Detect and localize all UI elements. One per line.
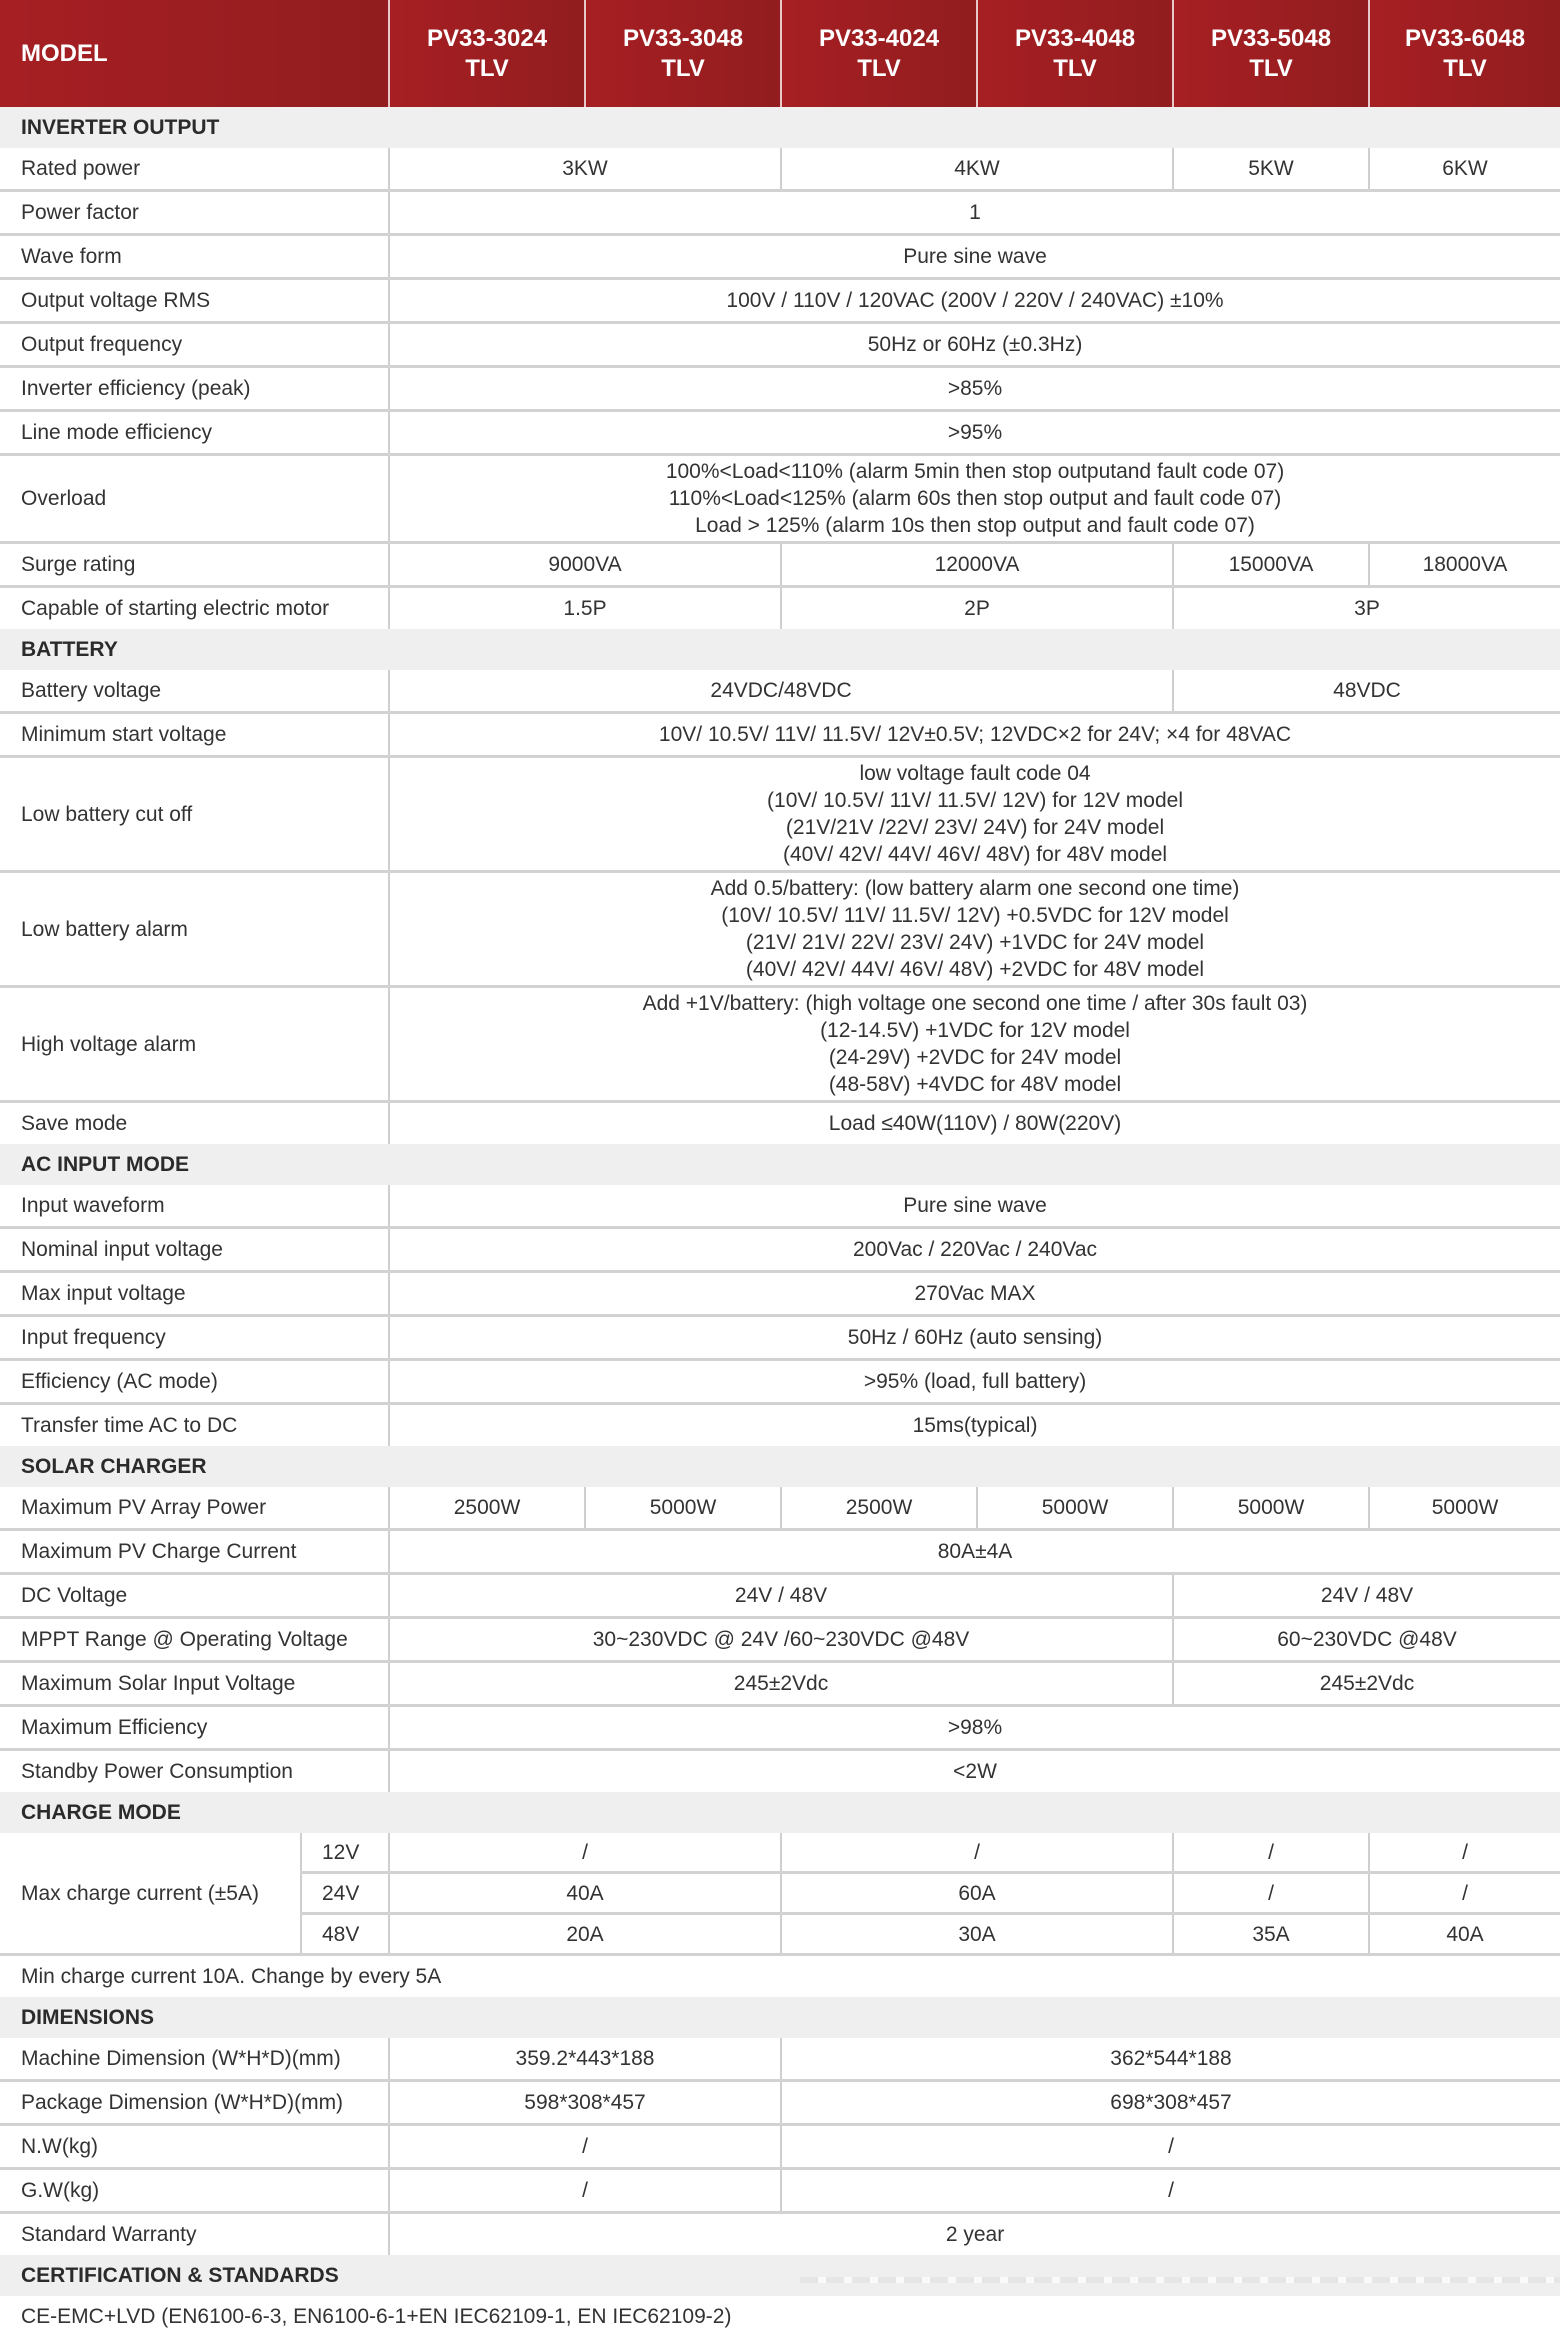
section-title: SOLAR CHARGER	[0, 1446, 1560, 1487]
section-title: DIMENSIONS	[0, 1997, 1560, 2038]
text-line: Add +1V/battery: (high voltage one second one time / after 30s fault 03)	[642, 992, 1308, 1015]
cell-value: 40A	[389, 1873, 781, 1914]
voltage-sublabel: 48V	[301, 1914, 389, 1955]
voltage-sublabel: 24V	[301, 1873, 389, 1914]
cell-value: /	[389, 1833, 781, 1873]
cell-value: >98%	[389, 1706, 1560, 1750]
cell-value-multiline	[389, 872, 1560, 987]
cell-value: 30~230VDC @ 24V /60~230VDC @48V	[389, 1618, 1173, 1662]
cell-value: Pure sine wave	[389, 1185, 1560, 1228]
cell-value: /	[1369, 1873, 1560, 1914]
spec-row-max-efficiency	[0, 1706, 1560, 1750]
section-battery	[0, 629, 1560, 670]
section-title: CERTIFICATION & STANDARDS	[0, 2255, 1560, 2296]
charge-note: Min charge current 10A. Change by every 5A	[0, 1955, 1560, 1998]
row-label: Surge rating	[0, 543, 389, 587]
spec-row-max-pv-current	[0, 1530, 1560, 1574]
model-name: PV33-4048	[1014, 24, 1136, 52]
cell-value: >85%	[389, 367, 1560, 411]
cell-value: 4KW	[781, 148, 1173, 191]
spec-row-surge-rating	[0, 543, 1560, 587]
cell-value: 10V/ 10.5V/ 11V/ 11.5V/ 12V±0.5V; 12VDC×2 for 24V; ×4 for 48VAC	[389, 713, 1560, 757]
certification-text: CE-EMC+LVD (EN6100-6-3, EN6100-6-1+EN IEC62109-1, EN IEC62109-2)	[0, 2296, 1560, 2336]
voltage-sublabel: 12V	[301, 1833, 389, 1873]
spec-row-gross-weight	[0, 2169, 1560, 2213]
cell-value: /	[1173, 1833, 1369, 1873]
cropped-footer-note	[800, 2277, 1560, 2283]
spec-row-transfer-time	[0, 1404, 1560, 1447]
cell-value: 20A	[389, 1914, 781, 1955]
row-label: Input frequency	[0, 1316, 389, 1360]
model-suffix: TLV	[1053, 54, 1097, 82]
row-label: Max input voltage	[0, 1272, 389, 1316]
cell-value: 245±2Vdc	[1173, 1662, 1560, 1706]
cell-value: 1	[389, 191, 1560, 235]
cell-value: 5000W	[977, 1487, 1173, 1530]
text-line: Load > 125% (alarm 10s then stop output and fault code 07)	[695, 514, 1255, 537]
cell-value: /	[781, 2125, 1560, 2169]
cell-value: 80A±4A	[389, 1530, 1560, 1574]
text-line: (40V/ 42V/ 44V/ 46V/ 48V) for 48V model	[782, 843, 1168, 866]
cell-value: 35A	[1173, 1914, 1369, 1955]
text-line: (48-58V) +4VDC for 48V model	[828, 1073, 1122, 1096]
section-title: AC INPUT MODE	[0, 1144, 1560, 1185]
row-label: Transfer time AC to DC	[0, 1404, 389, 1447]
cell-value: Load ≤40W(110V) / 80W(220V)	[389, 1102, 1560, 1145]
row-label: Maximum Efficiency	[0, 1706, 389, 1750]
cell-value: 362*544*188	[781, 2038, 1560, 2081]
spec-row-charge-12v	[0, 1833, 1560, 1873]
row-label: Rated power	[0, 148, 389, 191]
cell-value: 60A	[781, 1873, 1173, 1914]
cell-value-multiline	[389, 757, 1560, 872]
row-label: G.W(kg)	[0, 2169, 389, 2213]
text-line: (40V/ 42V/ 44V/ 46V/ 48V) +2VDC for 48V model	[745, 958, 1205, 981]
row-label: Battery voltage	[0, 670, 389, 713]
header-row	[0, 0, 1560, 107]
cell-value: 50Hz or 60Hz (±0.3Hz)	[389, 323, 1560, 367]
cell-value: 100V / 110V / 120VAC (200V / 220V / 240VAC) ±10%	[389, 279, 1560, 323]
cell-value: 24VDC/48VDC	[389, 670, 1173, 713]
model-col-2	[585, 0, 781, 107]
section-title: BATTERY	[0, 629, 1560, 670]
cell-value: 48VDC	[1173, 670, 1560, 713]
cell-value: 5000W	[1369, 1487, 1560, 1530]
model-suffix: TLV	[1443, 54, 1487, 82]
cell-value: 15ms(typical)	[389, 1404, 1560, 1447]
cell-value: 2P	[781, 587, 1173, 630]
row-label: Low battery cut off	[0, 757, 389, 872]
cell-value: <2W	[389, 1750, 1560, 1793]
row-label: DC Voltage	[0, 1574, 389, 1618]
row-label: Efficiency (AC mode)	[0, 1360, 389, 1404]
cell-value: 1.5P	[389, 587, 781, 630]
row-label: MPPT Range @ Operating Voltage	[0, 1618, 389, 1662]
section-ac-input-mode	[0, 1144, 1560, 1185]
text-line: (12-14.5V) +1VDC for 12V model	[820, 1019, 1130, 1042]
model-name: PV33-6048	[1404, 24, 1526, 52]
spec-row-power-factor	[0, 191, 1560, 235]
model-name: PV33-4024	[818, 24, 940, 52]
spec-row-mppt-range	[0, 1618, 1560, 1662]
model-col-4	[977, 0, 1173, 107]
text-line: 100%<Load<110% (alarm 5min then stop outputand fault code 07)	[665, 460, 1285, 483]
spec-row-rated-power	[0, 148, 1560, 191]
cell-value: 200Vac / 220Vac / 240Vac	[389, 1228, 1560, 1272]
section-dimensions	[0, 1997, 1560, 2038]
row-label: Power factor	[0, 191, 389, 235]
cell-value: /	[389, 2125, 781, 2169]
cell-value: 698*308*457	[781, 2081, 1560, 2125]
cell-value: 3KW	[389, 148, 781, 191]
spec-row-dc-voltage	[0, 1574, 1560, 1618]
row-label: Capable of starting electric motor	[0, 587, 389, 630]
row-label: Maximum PV Array Power	[0, 1487, 389, 1530]
model-col-6	[1369, 0, 1560, 107]
section-charge-mode	[0, 1792, 1560, 1833]
cell-value: >95%	[389, 411, 1560, 455]
cell-value: 598*308*457	[389, 2081, 781, 2125]
spec-row-high-voltage-alarm	[0, 987, 1560, 1102]
row-label: Maximum Solar Input Voltage	[0, 1662, 389, 1706]
section-certification	[0, 2255, 1560, 2296]
spec-row-line-efficiency	[0, 411, 1560, 455]
section-title: CHARGE MODE	[0, 1792, 1560, 1833]
cell-value: 2500W	[781, 1487, 977, 1530]
row-label: Line mode efficiency	[0, 411, 389, 455]
spec-row-max-input-voltage	[0, 1272, 1560, 1316]
text-line: (10V/ 10.5V/ 11V/ 11.5V/ 12V) for 12V model	[767, 789, 1183, 812]
cell-value: 5000W	[585, 1487, 781, 1530]
spec-row-overload	[0, 455, 1560, 543]
row-label: N.W(kg)	[0, 2125, 389, 2169]
cell-value: 9000VA	[389, 543, 781, 587]
cell-value: 15000VA	[1173, 543, 1369, 587]
cell-value: 5000W	[1173, 1487, 1369, 1530]
model-name: PV33-5048	[1210, 24, 1332, 52]
cell-value: 50Hz / 60Hz (auto sensing)	[389, 1316, 1560, 1360]
model-suffix: TLV	[661, 54, 705, 82]
text-line: low voltage fault code 04	[859, 762, 1091, 785]
row-label: Nominal input voltage	[0, 1228, 389, 1272]
spec-row-ac-efficiency	[0, 1360, 1560, 1404]
model-col-1	[389, 0, 585, 107]
cell-value: 359.2*443*188	[389, 2038, 781, 2081]
cell-value: 3P	[1173, 587, 1560, 630]
row-label: Standby Power Consumption	[0, 1750, 389, 1793]
row-label: High voltage alarm	[0, 987, 389, 1102]
row-label: Low battery alarm	[0, 872, 389, 987]
row-label: Input waveform	[0, 1185, 389, 1228]
row-label: Minimum start voltage	[0, 713, 389, 757]
spec-row-battery-voltage	[0, 670, 1560, 713]
spec-row-package-dimension	[0, 2081, 1560, 2125]
spec-row-output-voltage	[0, 279, 1560, 323]
row-label: Output voltage RMS	[0, 279, 389, 323]
cell-value-multiline	[389, 455, 1560, 543]
spec-row-wave-form	[0, 235, 1560, 279]
spec-row-low-battery-alarm	[0, 872, 1560, 987]
spec-row-inverter-efficiency	[0, 367, 1560, 411]
spec-row-save-mode	[0, 1102, 1560, 1145]
spec-row-warranty	[0, 2213, 1560, 2256]
spec-row-standby-power	[0, 1750, 1560, 1793]
text-line: (10V/ 10.5V/ 11V/ 11.5V/ 12V) +0.5VDC for 12V model	[721, 904, 1229, 927]
cell-value: 24V / 48V	[389, 1574, 1173, 1618]
text-line: (21V/21V /22V/ 23V/ 24V) for 24V model	[785, 816, 1165, 839]
certification-row	[0, 2296, 1560, 2336]
cell-value: 6KW	[1369, 148, 1560, 191]
cell-value: 60~230VDC @48V	[1173, 1618, 1560, 1662]
spec-row-machine-dimension	[0, 2038, 1560, 2081]
spec-row-motor	[0, 587, 1560, 630]
charge-note-row	[0, 1955, 1560, 1998]
spec-row-input-waveform	[0, 1185, 1560, 1228]
cell-value: /	[389, 2169, 781, 2213]
text-line: (21V/ 21V/ 22V/ 23V/ 24V) +1VDC for 24V model	[745, 931, 1205, 954]
row-label: Maximum PV Charge Current	[0, 1530, 389, 1574]
cell-value: /	[1369, 1833, 1560, 1873]
cell-value: 18000VA	[1369, 543, 1560, 587]
model-suffix: TLV	[857, 54, 901, 82]
row-label: Max charge current (±5A)	[0, 1833, 301, 1955]
cell-value: 40A	[1369, 1914, 1560, 1955]
spec-row-max-solar-input	[0, 1662, 1560, 1706]
cell-value: 245±2Vdc	[389, 1662, 1173, 1706]
cell-value: /	[1173, 1873, 1369, 1914]
row-label: Inverter efficiency (peak)	[0, 367, 389, 411]
cell-value: 12000VA	[781, 543, 1173, 587]
cell-value: /	[781, 2169, 1560, 2213]
section-inverter-output	[0, 107, 1560, 148]
row-label: Standard Warranty	[0, 2213, 389, 2256]
spec-row-min-start-voltage	[0, 713, 1560, 757]
model-name: PV33-3024	[426, 24, 548, 52]
cell-value-multiline	[389, 987, 1560, 1102]
model-suffix: TLV	[465, 54, 509, 82]
section-solar-charger	[0, 1446, 1560, 1487]
text-line: 110%<Load<125% (alarm 60s then stop output and fault code 07)	[668, 487, 1282, 510]
model-name: PV33-3048	[622, 24, 744, 52]
cell-value: 30A	[781, 1914, 1173, 1955]
model-suffix: TLV	[1249, 54, 1293, 82]
row-label: Save mode	[0, 1102, 389, 1145]
row-label: Overload	[0, 455, 389, 543]
cell-value: Pure sine wave	[389, 235, 1560, 279]
text-line: (24-29V) +2VDC for 24V model	[828, 1046, 1122, 1069]
cell-value: 5KW	[1173, 148, 1369, 191]
model-header: MODEL	[0, 0, 389, 107]
spec-row-nominal-input-voltage	[0, 1228, 1560, 1272]
section-title: INVERTER OUTPUT	[0, 107, 1560, 148]
cell-value: 24V / 48V	[1173, 1574, 1560, 1618]
row-label: Output frequency	[0, 323, 389, 367]
spec-row-net-weight	[0, 2125, 1560, 2169]
model-col-3	[781, 0, 977, 107]
spec-row-input-frequency	[0, 1316, 1560, 1360]
cell-value: 2500W	[389, 1487, 585, 1530]
row-label: Wave form	[0, 235, 389, 279]
row-label: Package Dimension (W*H*D)(mm)	[0, 2081, 389, 2125]
model-col-5	[1173, 0, 1369, 107]
spec-row-low-battery-cutoff	[0, 757, 1560, 872]
spec-row-output-frequency	[0, 323, 1560, 367]
text-line: Add 0.5/battery: (low battery alarm one second one time)	[710, 877, 1240, 900]
cell-value: 270Vac MAX	[389, 1272, 1560, 1316]
spec-row-max-pv-power	[0, 1487, 1560, 1530]
row-label: Machine Dimension (W*H*D)(mm)	[0, 2038, 389, 2081]
cell-value: >95% (load, full battery)	[389, 1360, 1560, 1404]
cell-value: 2 year	[389, 2213, 1560, 2256]
cell-value: /	[781, 1833, 1173, 1873]
